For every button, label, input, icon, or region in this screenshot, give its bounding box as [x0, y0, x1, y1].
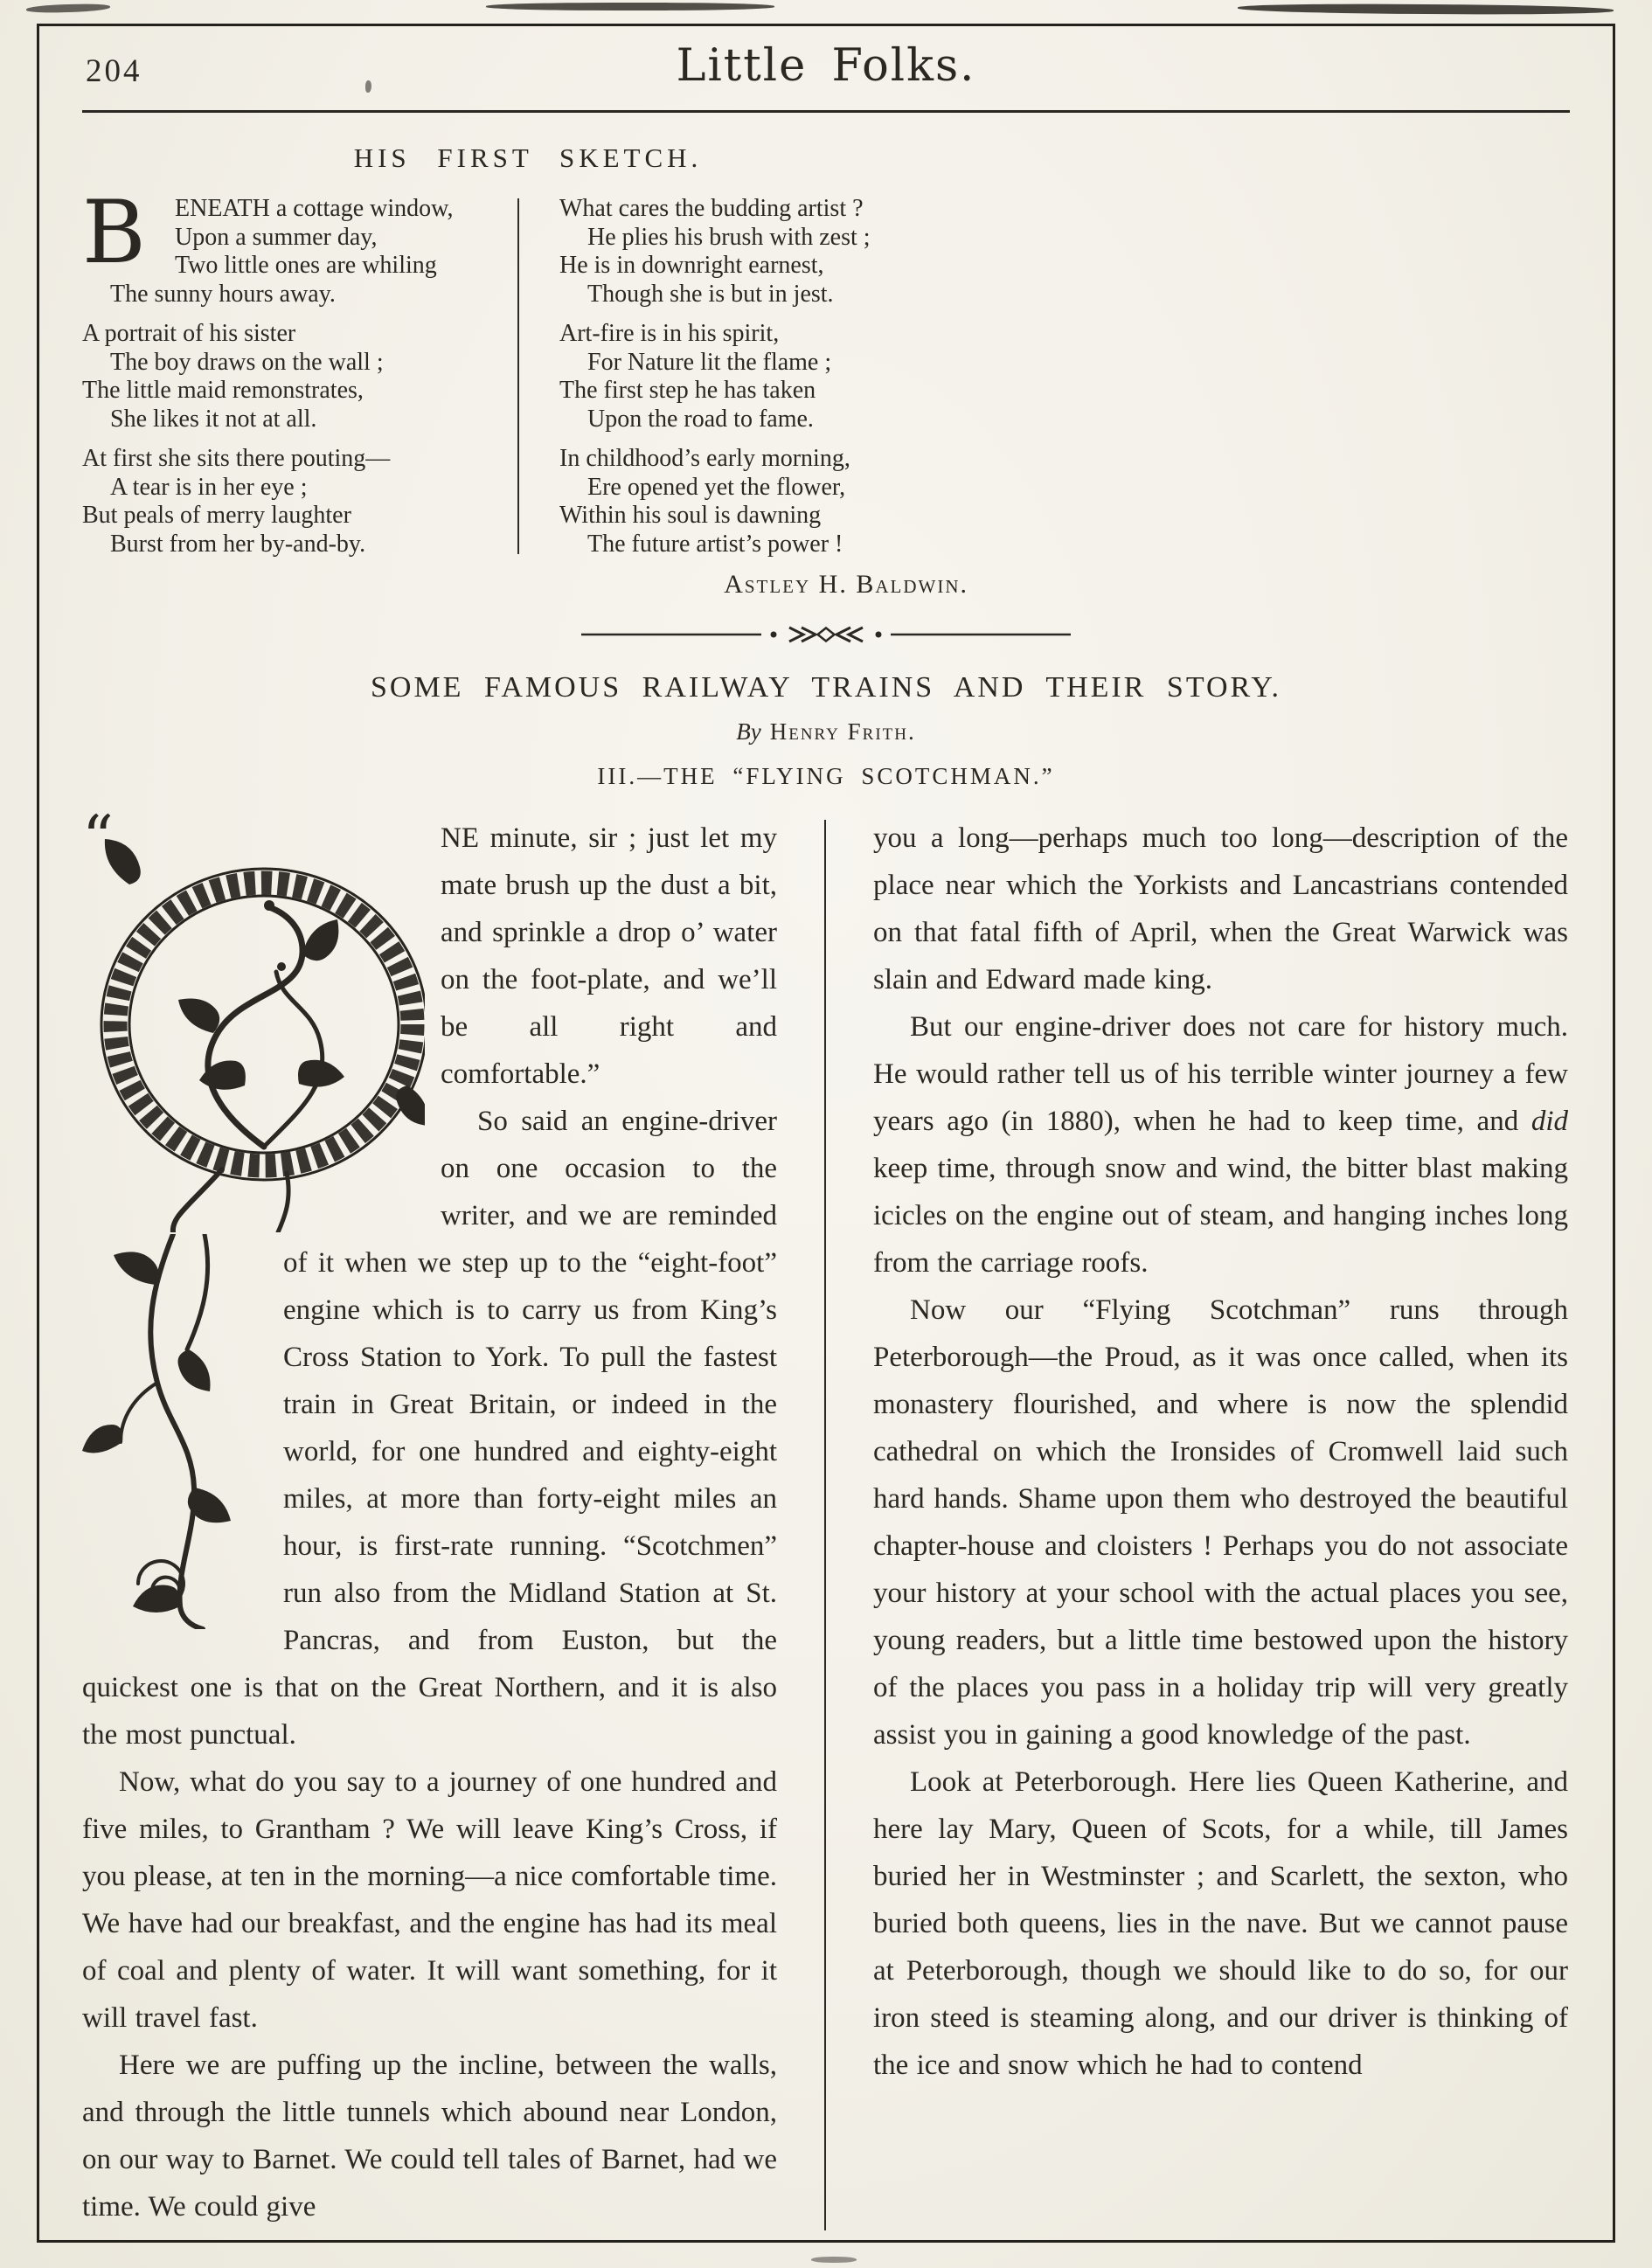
scan-artifact — [1238, 3, 1614, 15]
poem-line: In childhood’s early morning, — [559, 445, 850, 472]
article-column-right — [873, 815, 1568, 2230]
header-rule — [82, 110, 1570, 113]
page-content — [82, 40, 1570, 2230]
byline-author: Henry Frith. — [769, 718, 916, 745]
poem-column-divider — [517, 198, 519, 554]
poem-line: Art-fire is in his spirit, — [559, 320, 780, 347]
poem-line: What cares the budding artist ? — [559, 195, 864, 222]
poem-line: The sunny hours away. — [110, 280, 336, 308]
paragraph-text: But our engine-driver does not care for history much. He would rather tell us of his terrible winter journey a few years ago (in 1880), when he had to keep time, and — [873, 1011, 1568, 1137]
poem-stanza — [559, 320, 970, 433]
poem-title: HIS FIRST SKETCH. — [353, 142, 703, 173]
article-paragraph: Here we are puffing up the incline, between the walls, and through the little tunnels which abound near London, on our way to Barnet. We could tell tales of Barnet, had we time. We could give — [82, 2050, 777, 2223]
poem-line: ENEATH a cottage window, — [175, 195, 454, 222]
article-paragraph — [873, 1003, 1568, 1287]
poem-line: Though she is but in jest. — [587, 280, 834, 308]
poem-line: Two little ones are whiling — [175, 252, 437, 279]
masthead-title: Little Folks. — [676, 40, 976, 92]
poem-column-right — [559, 195, 970, 600]
vine-tail-ornament — [82, 1234, 267, 1629]
poem-line: The boy draws on the wall ; — [110, 348, 384, 376]
article-paragraph: Look at Peterborough. Here lies Queen Katherine, and here lay Mary, Queen of Scots, for a while, till James buried her in Westminster ; and Scarlett, the sexton, who buried both queens, lies in the nave. But we cannot pause at Peterborough, though we should like to do so, for our iron steed is steaming along, and our driver is thinking of the ice and snow which he had to contend — [873, 1766, 1568, 2081]
poem-stanza — [559, 445, 970, 558]
poem-stanza — [82, 183, 477, 309]
poem-line: Ere opened yet the flower, — [587, 473, 846, 501]
poem-line: Burst from her by-and-by. — [110, 530, 366, 558]
poem-stanza — [82, 320, 477, 433]
page-number: 204 — [86, 53, 142, 89]
article-column-left — [82, 802, 777, 2230]
poem-line: For Nature lit the flame ; — [587, 348, 832, 376]
poem-line: The little maid remonstrates, — [82, 377, 364, 404]
article-paragraph: Now our “Flying Scotchman” runs through Peterborough—the Proud, as it was once called, when its monastery flourished, and where is now the splendid cathedral on which the Ironsides of Cromwell laid such hard hands. Shame upon them who destroyed the beautiful chapter-house and cloisters ! Perhaps you do not associate your history at your school with the actual places you see, young readers, but a little time bestowed upon the history of the places you pass in a holiday trip will very greatly assist you in gaining a good knowledge of the past. — [873, 1294, 1568, 1751]
poem-line: A tear is in her eye ; — [110, 473, 308, 501]
section-divider — [82, 622, 1570, 645]
poem-line: Upon a summer day, — [175, 223, 378, 251]
opening-quote: “ — [82, 802, 114, 874]
article-column-divider — [824, 820, 826, 2230]
page-header — [82, 40, 1570, 100]
article-paragraph: you a long—perhaps much too long—description of the place near which the Yorkists and Lancastrians contended on that fatal fifth of April, when the Great Warwick was slain and Edward made king. — [873, 822, 1568, 995]
article-section-heading: III.—THE “FLYING SCOTCHMAN.” — [597, 763, 1055, 789]
scan-artifact — [811, 2257, 857, 2263]
poem-attribution: Astley H. Baldwin. — [724, 570, 968, 599]
poem-line: Upon the road to fame. — [587, 405, 814, 433]
poem-line: She likes it not at all. — [110, 405, 317, 433]
article-title: SOME FAMOUS RAILWAY TRAINS AND THEIR STORY. — [370, 671, 1282, 704]
emphasized-word: did — [1531, 1106, 1568, 1137]
article-paragraph — [82, 802, 777, 1098]
poem-line: But peals of merry laughter — [82, 502, 351, 529]
poem-line: At first she sits there pouting— — [82, 445, 391, 472]
poem-line: A portrait of his sister — [82, 320, 296, 347]
poem-line: He is in downright earnest, — [559, 252, 824, 279]
drop-cap-b: B — [82, 183, 146, 283]
wreath-o-icon — [82, 822, 425, 1232]
paragraph-text: keep time, through snow and wind, the bitter blast making icicles on the engine out of steam, and hanging inches long from the carriage roofs. — [873, 1153, 1568, 1279]
article-paragraph: Now, what do you say to a journey of one hundred and five miles, to Grantham ? We will leave King’s Cross, if you please, at ten in the morning—a nice comfortable time. We have had our breakfast, and the engine has had its meal of coal and plenty of water. It will want something, for it will travel fast. — [82, 1766, 777, 2034]
poem-section — [82, 142, 1570, 600]
scan-artifact — [486, 3, 774, 10]
scan-artifact — [26, 3, 110, 13]
poem-line: Within his soul is dawning — [559, 502, 822, 529]
article-columns — [82, 802, 1570, 2230]
byline-by: By — [736, 718, 761, 745]
poem-line: He plies his brush with zest ; — [587, 223, 871, 251]
poem-columns — [82, 183, 1017, 600]
poem-stanza — [82, 445, 477, 558]
poem-line: The future artist’s power ! — [587, 530, 843, 558]
article-paragraph: So said an engine-driver on one occasion to the writer, and we are reminded of it when we step up to the “eight-foot” engine which is to carry us from King’s Cross Station to York. To pull the fastest train in Great Britain, or indeed in the world, for one hundred and eighty-eight miles, at more than forty-eight miles an hour, is first-rate running. “Scotchmen” run also from the Midland Station at St. Pancras, and from Euston, but the quickest one is that on the Great Northern, and it is also the most punctual. — [82, 1106, 777, 1751]
article-section — [82, 671, 1570, 2230]
paragraph-text: NE minute, sir ; just let my mate brush up the dust a bit, and sprinkle a drop o’ water on the foot-plate, and we’ll be all right and comfortable.” — [441, 822, 777, 1090]
floral-initial-o-ornament — [82, 802, 425, 1232]
poem-line: The first step he has taken — [559, 377, 816, 404]
poem-column-left — [82, 183, 477, 600]
vine-icon — [82, 1234, 267, 1629]
poem-stanza — [559, 195, 970, 309]
section-divider-ornament-icon — [581, 622, 1071, 645]
article-byline — [82, 718, 1570, 746]
